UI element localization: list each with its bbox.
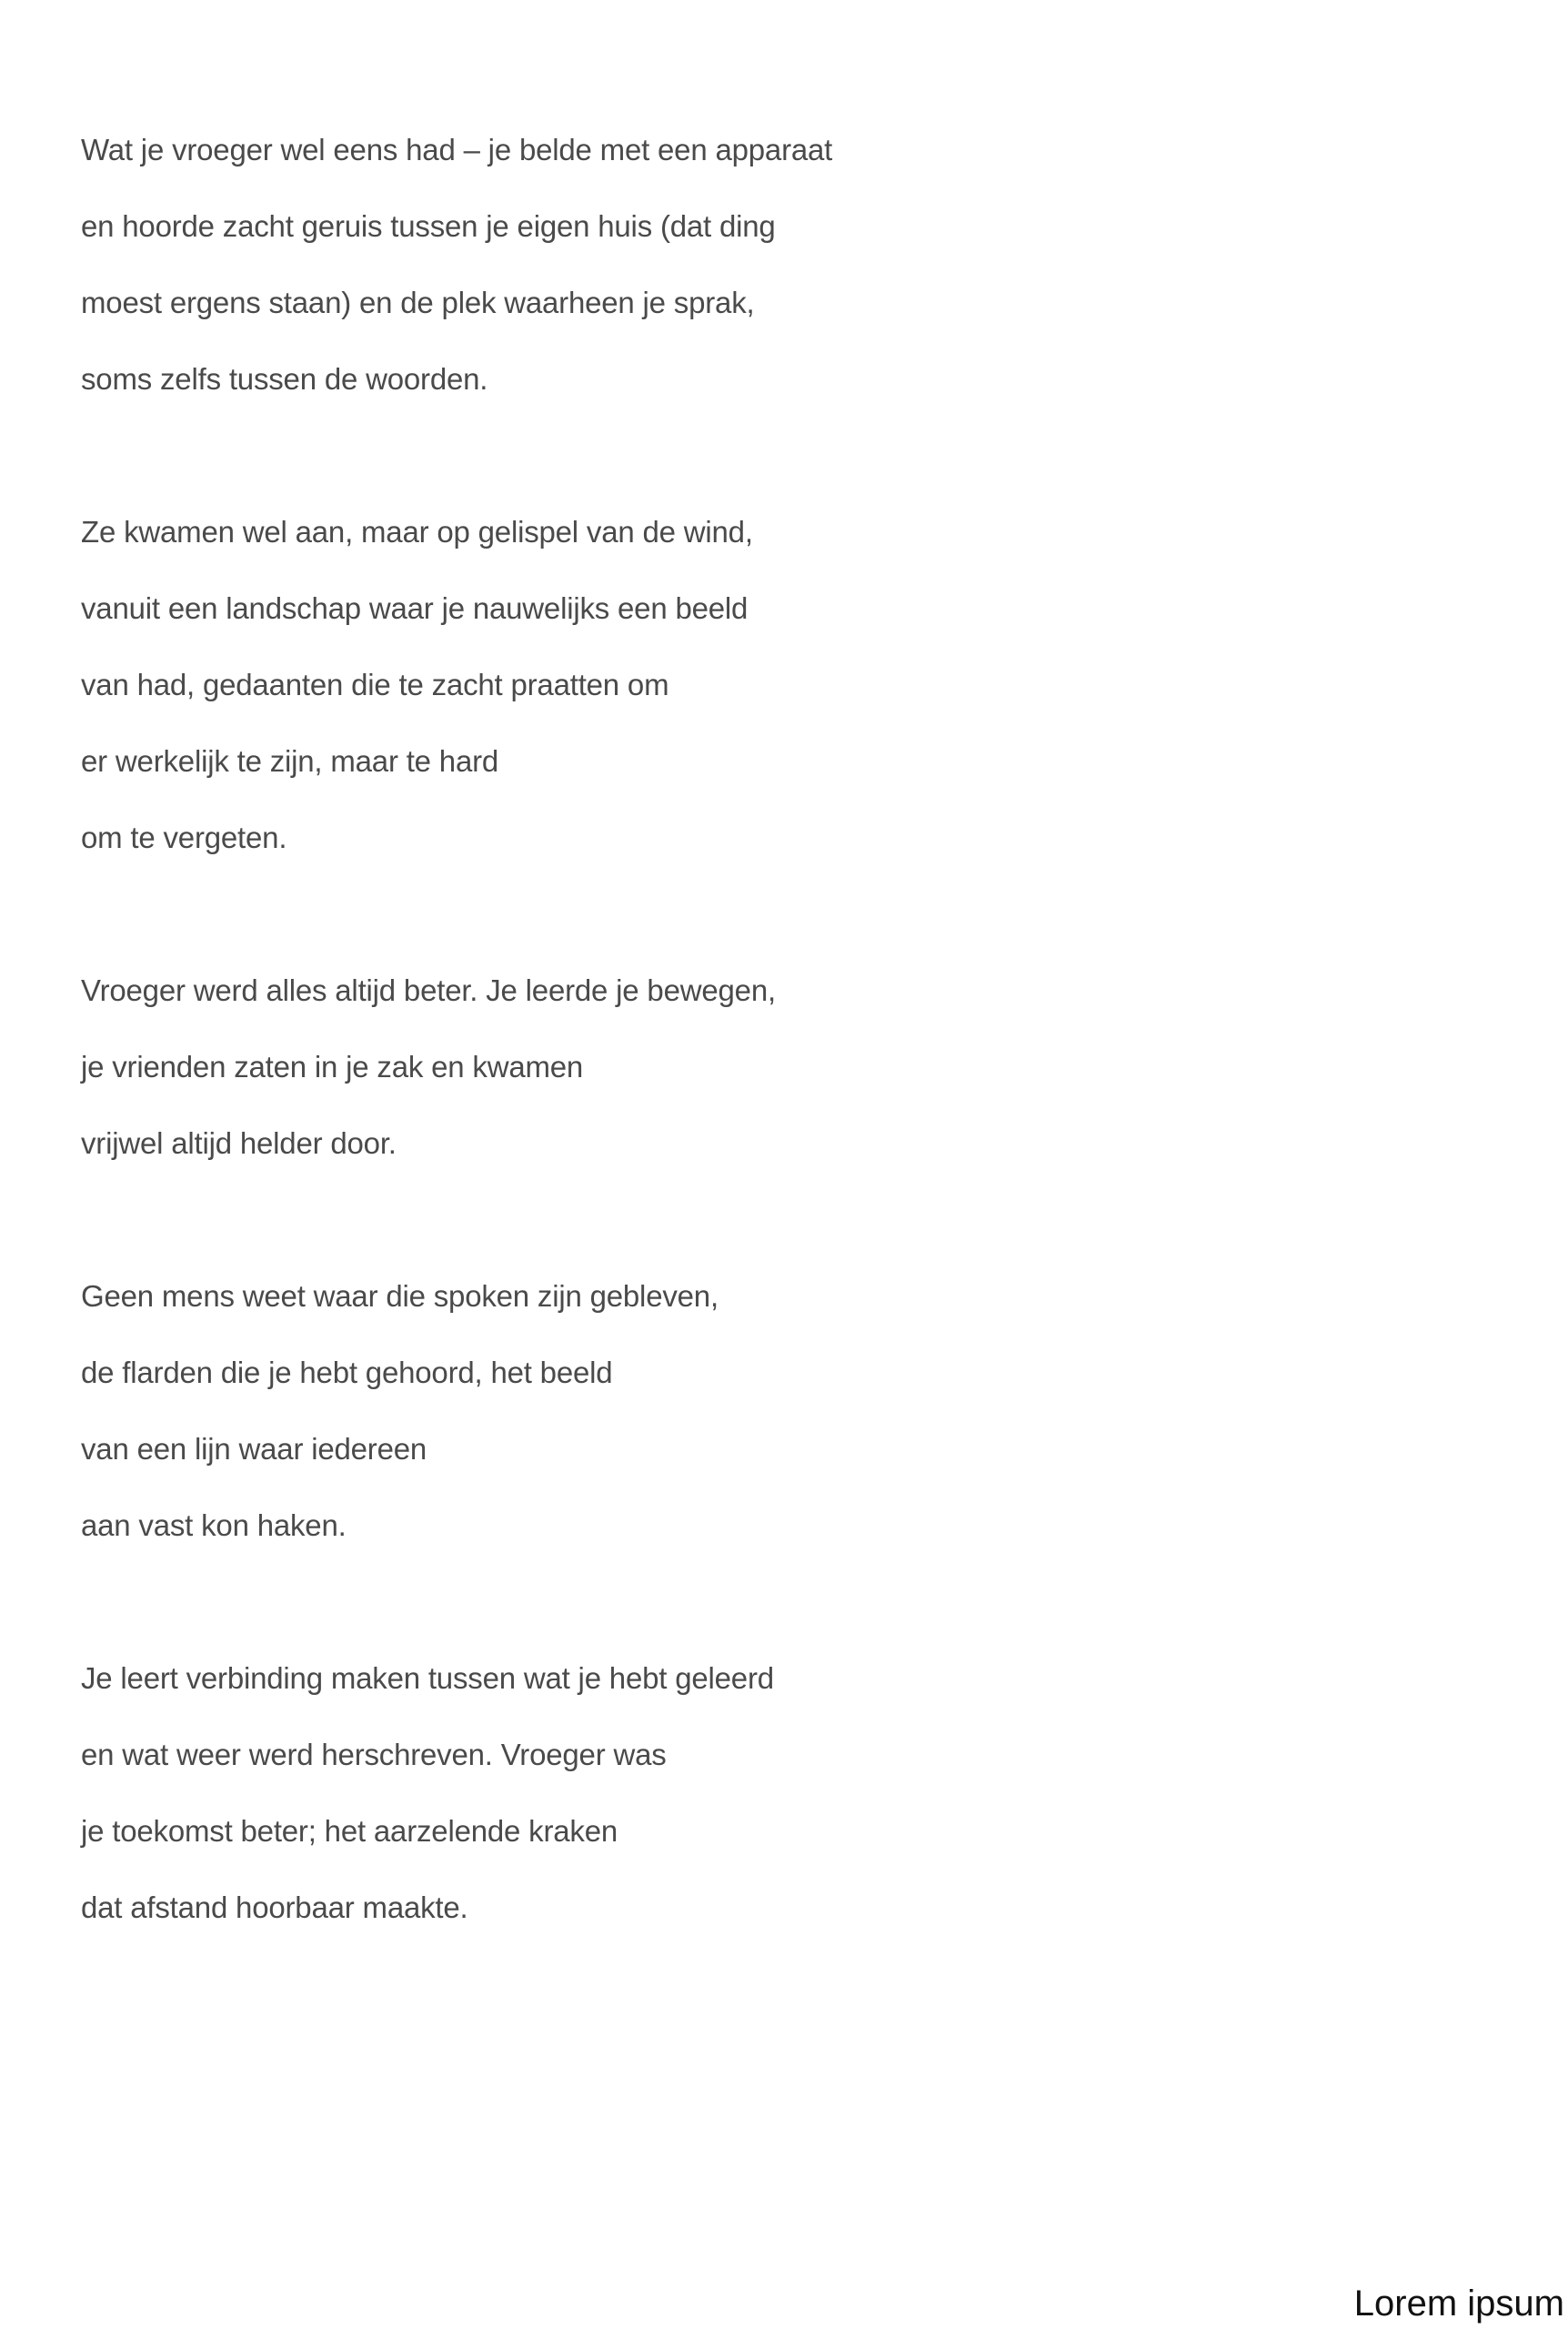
poem <box>81 127 1172 1961</box>
footer-label: Lorem ipsum <box>1353 2284 1564 2324</box>
poem-line: om te vergeten. <box>81 821 287 854</box>
stanza-3 <box>81 968 1172 1197</box>
poem-line: je toekomst beter; het aarzelende kraken <box>81 1814 618 1848</box>
poem-line: Je leert verbinding maken tussen wat je hebt geleerd <box>81 1661 774 1695</box>
stanza-2 <box>81 509 1172 892</box>
poem-line: Ze kwamen wel aan, maar op gelispel van de wind, <box>81 515 753 549</box>
poem-line: je vrienden zaten in je zak en kwamen <box>81 1050 584 1084</box>
poem-line: en wat weer werd herschreven. Vroeger was <box>81 1738 667 1771</box>
poem-line: Geen mens weet waar die spoken zijn gebleven, <box>81 1279 719 1313</box>
stanza-4 <box>81 1274 1172 1579</box>
poem-line: er werkelijk te zijn, maar te hard <box>81 744 499 778</box>
poem-line: vanuit een landschap waar je nauwelijks een beeld <box>81 591 749 625</box>
poem-line: Wat je vroeger wel eens had – je belde met een apparaat <box>81 133 833 166</box>
stanza-1 <box>81 127 1172 433</box>
poem-line: vrijwel altijd helder door. <box>81 1126 397 1160</box>
poem-line: de flarden die je hebt gehoord, het beeld <box>81 1356 613 1389</box>
poem-line: Vroeger werd alles altijd beter. Je leerde je bewegen, <box>81 973 776 1007</box>
poem-line: aan vast kon haken. <box>81 1508 347 1542</box>
poem-line: soms zelfs tussen de woorden. <box>81 362 488 396</box>
stanza-5 <box>81 1656 1172 1961</box>
poem-line: en hoorde zacht geruis tussen je eigen huis (dat ding <box>81 209 776 243</box>
poem-line: moest ergens staan) en de plek waarheen je sprak, <box>81 286 755 319</box>
poem-line: van een lijn waar iedereen <box>81 1432 427 1466</box>
poem-line: dat afstand hoorbaar maakte. <box>81 1890 468 1924</box>
poem-line: van had, gedaanten die te zacht praatten om <box>81 668 669 701</box>
